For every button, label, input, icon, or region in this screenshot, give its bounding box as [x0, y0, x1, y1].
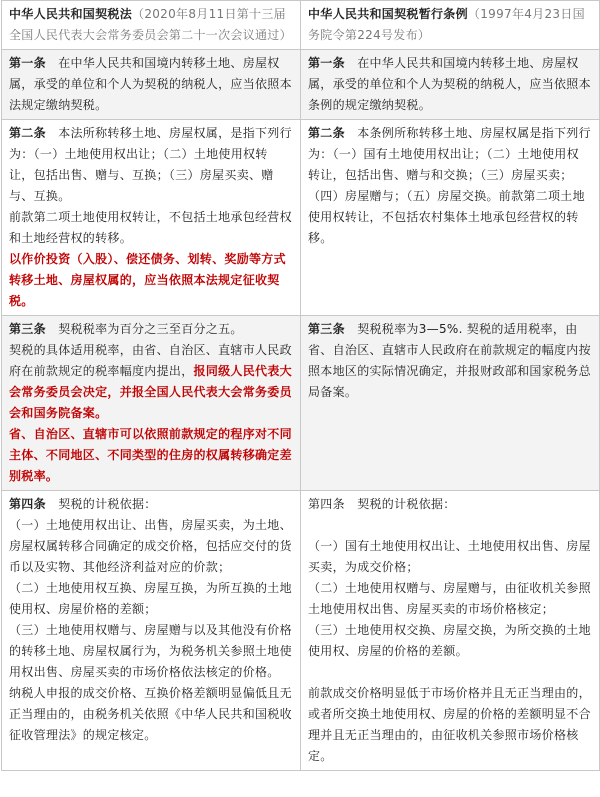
law-title: 中华人民共和国契税法: [9, 7, 133, 21]
table-row: [2, 491, 600, 771]
article-text: 契税税率为百分之三至百分之五。: [45, 322, 243, 336]
article-head: 第一条: [308, 56, 345, 70]
article-head: 第二条: [9, 126, 46, 140]
table-row: [2, 316, 600, 491]
article-text: 本条例所称转移土地、房屋权属是指下列行为：（一）国有土地使用权出让；（二）土地使用权转让，包括出售、赠与和交换；（三）房屋买卖；（四）房屋赠与；（五）房屋交换。前款第二项土地使用权转让，不包括农村集体土地承包经营权的转移。: [308, 126, 591, 245]
list-item: （二）土地使用权赠与、房屋赠与，由征收机关参照土地使用权出售、房屋买卖的市场价格核定；: [308, 581, 591, 616]
table-row: [2, 50, 600, 120]
table-row: [2, 120, 600, 316]
list-item: （一）土地使用权出让、出售，房屋买卖，为土地、房屋权属转移合同确定的成交价格，包括应交付的货币以及实物、其他经济利益对应的价款；: [9, 518, 292, 574]
table-header-row: [2, 1, 600, 50]
new-provision-text: 省、自治区、直辖市可以依照前款规定的程序对不同主体、不同地区、不同类型的住房的权属转移确定差别税率。: [9, 427, 292, 483]
law-article-1: [2, 50, 301, 120]
list-item: 纳税人申报的成交价格、互换价格差额明显偏低且无正当理由的，由税务机关依照《中华人民共和国税收征收管理法》的规定核定。: [9, 686, 292, 742]
article-head: 第三条: [9, 322, 46, 336]
article-paragraph: 契税的具体适用税率，由省、自治区、直辖市人民政府在前款规定的税率幅度内提出，: [9, 343, 292, 378]
article-text: 契税的计税依据：: [344, 497, 456, 511]
list-item: （三）土地使用权赠与、房屋赠与以及其他没有价格的转移土地、房屋权属行为，为税务机关参照土地使用权出售、房屋买卖的市场价格依法核定的价格。: [9, 623, 292, 679]
list-item: （三）土地使用权交换、房屋交换，为所交换的土地使用权、房屋的价格的差额。: [308, 623, 591, 658]
list-item: （二）土地使用权互换、房屋互换，为所互换的土地使用权、房屋价格的差额；: [9, 581, 292, 616]
regulation-article-2: [301, 120, 600, 316]
regulation-note: （1997年4月23日国务院令第224号发布）: [308, 7, 585, 42]
article-head: 第三条: [308, 322, 345, 336]
article-head: 第二条: [308, 126, 345, 140]
list-item: 前款成交价格明显低于市场价格并且无正当理由的，或者所交换土地使用权、房屋的价格的差额明显不合理并且无正当理由的，由征收机关参照市场价格核定。: [308, 686, 591, 763]
article-head: 第四条: [308, 497, 345, 511]
article-text: 在中华人民共和国境内转移土地、房屋权属，承受的单位和个人为契税的纳税人，应当依照本条例的规定缴纳契税。: [308, 56, 591, 112]
new-provision-text: 以作价投资（入股）、偿还债务、划转、奖励等方式转移土地、房屋权属的，应当依照本法规定征收契税。: [9, 252, 286, 308]
article-head: 第四条: [9, 497, 46, 511]
article-text: 契税税率为3—5%. 契税的适用税率，由省、自治区、直辖市人民政府在前款规定的幅度内按照本地区的实际情况确定，并报财政部和国家税务总局备案。: [308, 322, 591, 399]
article-text: 契税的计税依据：: [45, 497, 157, 511]
article-text: 在中华人民共和国境内转移土地、房屋权属，承受的单位和个人为契税的纳税人，应当依照本法规定缴纳契税。: [9, 56, 292, 112]
list-item: （一）国有土地使用权出让、土地使用权出售、房屋买卖，为成交价格；: [308, 539, 591, 574]
article-paragraph: 前款第二项土地使用权转让，不包括土地承包经营权和土地经营权的转移。: [9, 210, 292, 245]
law-header-cell: [2, 1, 301, 50]
regulation-article-1: [301, 50, 600, 120]
law-note: （2020年8月11日第十三届全国人民代表大会常务委员会第二十一次会议通过）: [9, 7, 292, 42]
law-article-4: [2, 491, 301, 771]
regulation-title: 中华人民共和国契税暂行条例: [308, 7, 468, 21]
regulation-article-3: [301, 316, 600, 491]
comparison-table: [1, 0, 600, 771]
law-article-2: [2, 120, 301, 316]
article-text: 本法所称转移土地、房屋权属，是指下列行为：（一）土地使用权出让；（二）土地使用权转让，包括出售、赠与、互换；（三）房屋买卖、赠与、互换。: [9, 126, 292, 203]
law-article-3: [2, 316, 301, 491]
article-head: 第一条: [9, 56, 46, 70]
regulation-article-4: [301, 491, 600, 771]
new-provision-inline: 报同级人民代表大会常务委员会决定，并报全国人民代表大会常务委员会和国务院备案。: [9, 364, 292, 420]
regulation-header-cell: [301, 1, 600, 50]
